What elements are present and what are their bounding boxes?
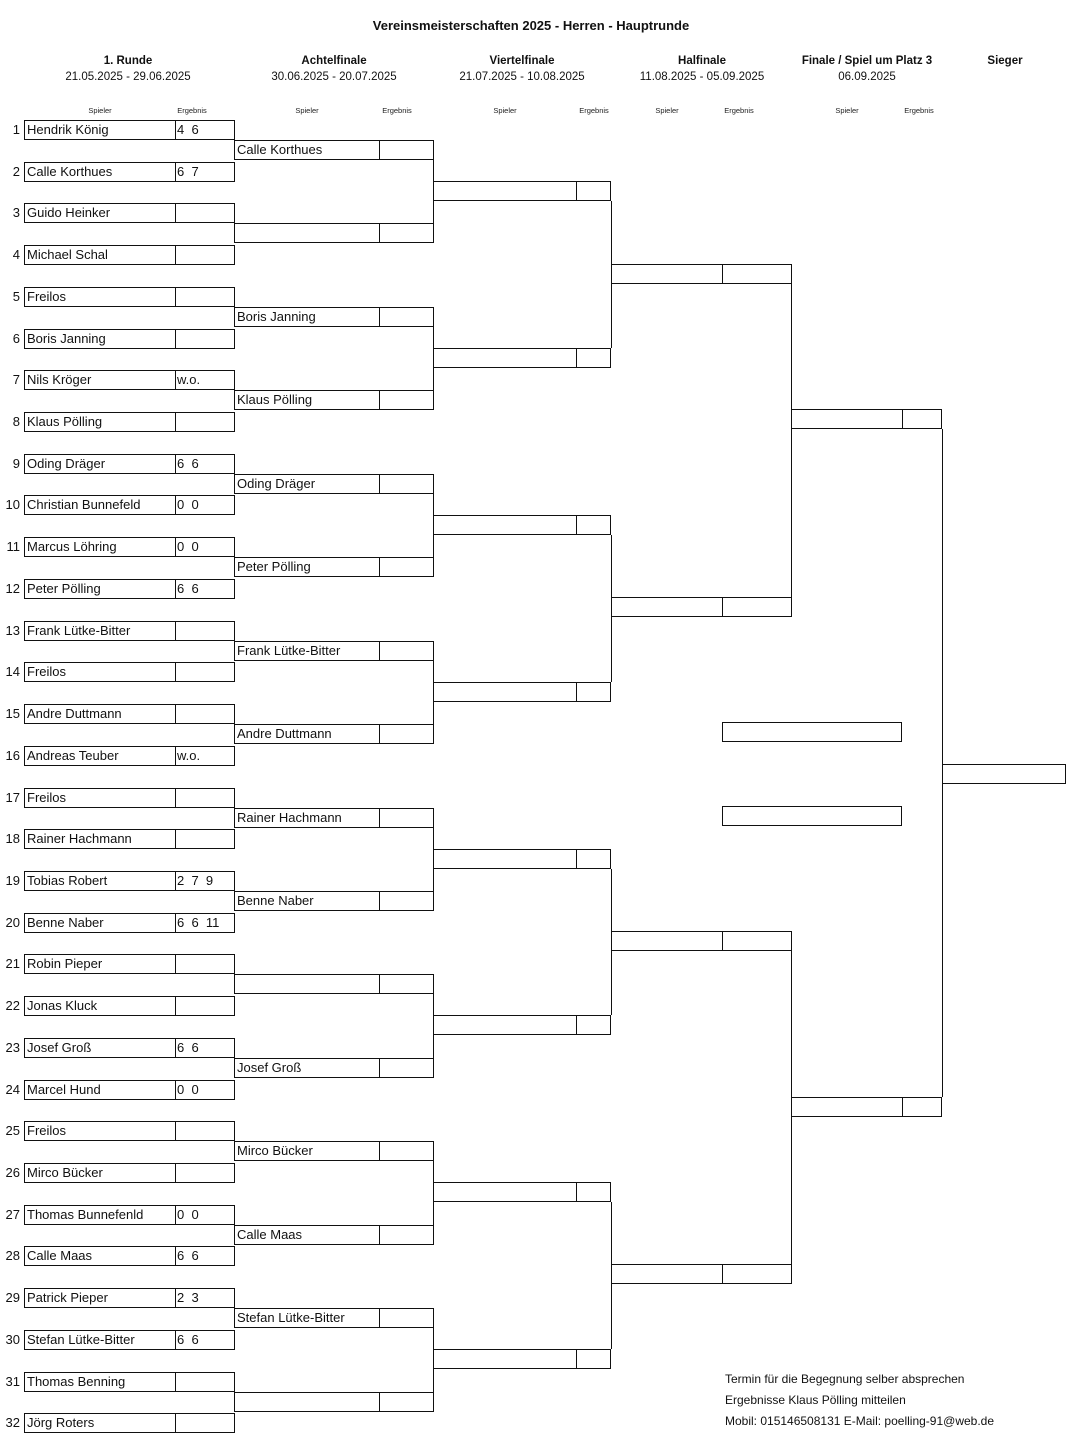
result-value: 6 6 (177, 1040, 199, 1055)
player-name: Robin Pieper (27, 956, 103, 971)
player-name: Nils Kröger (27, 372, 92, 387)
round16-result-cell (379, 1058, 434, 1078)
round16-player-cell (234, 1141, 380, 1161)
round16-result-cell (379, 1392, 434, 1412)
round1-player-cell (24, 954, 176, 974)
round1-result-cell (175, 579, 235, 599)
round-name: Achtelfinale (301, 55, 367, 67)
round1-result-cell (175, 454, 235, 474)
round16-result-cell (379, 808, 434, 828)
round1-result-cell (175, 162, 235, 182)
winner-player-cell (942, 764, 1066, 784)
quarterfinal-result-cell (576, 1182, 611, 1202)
round-header-4 (612, 53, 792, 85)
round-name: Sieger (987, 55, 1023, 67)
quarterfinal-player-cell (433, 348, 577, 368)
player-name: Klaus Pölling (27, 414, 103, 429)
seed-number: 22 (5, 998, 20, 1013)
bracket-connector (433, 724, 434, 744)
seed-number: 8 (12, 414, 20, 429)
player-name: Hendrik König (27, 122, 109, 137)
quarterfinal-player-cell (433, 1015, 577, 1035)
note-contact: Mobil: 015146508131 E-Mail: poelling-91@web.de (725, 1414, 995, 1428)
seed-number: 2 (12, 164, 20, 179)
round16-player-cell (234, 307, 380, 327)
seed-number: 4 (12, 247, 20, 262)
bracket-connector (433, 307, 434, 327)
round16-player-cell (234, 1392, 380, 1412)
round1-player-cell (24, 495, 176, 515)
round1-player-cell (24, 871, 176, 891)
round16-result-cell (379, 891, 434, 911)
quarterfinal-player-cell (433, 1182, 577, 1202)
quarterfinal-result-cell (576, 682, 611, 702)
bracket-connector (433, 1308, 434, 1328)
round16-player-cell (234, 808, 380, 828)
semifinal-player-cell (611, 264, 723, 284)
round1-result-cell (175, 537, 235, 557)
round16-player-cell (234, 390, 380, 410)
bracket-connector (433, 891, 434, 911)
seed-number: 26 (5, 1165, 20, 1180)
final-result-cell (902, 409, 942, 429)
quarterfinal-player-cell (433, 1349, 577, 1369)
quarterfinal-result-cell (576, 181, 611, 201)
round1-player-cell (24, 1163, 176, 1183)
round1-result-cell (175, 913, 235, 933)
round1-player-cell (24, 913, 176, 933)
result-value: 6 6 (177, 581, 199, 596)
bracket-connector (433, 1328, 434, 1392)
bracket-connector (433, 140, 434, 160)
round-name: 1. Runde (103, 55, 153, 67)
player-name: Boris Janning (27, 331, 106, 346)
quarterfinal-player-cell (433, 682, 577, 702)
semifinal-result-cell (722, 597, 792, 617)
seed-number: 15 (5, 706, 20, 721)
round1-result-cell (175, 370, 235, 390)
bracket-connector (791, 284, 792, 597)
player-name: Josef Groß (27, 1040, 92, 1055)
subheader-result: Ergebnis (177, 106, 207, 115)
round1-player-cell (24, 1038, 176, 1058)
result-value: 6 6 (177, 456, 199, 471)
round1-player-cell (24, 537, 176, 557)
round1-player-cell (24, 996, 176, 1016)
seed-number: 27 (5, 1207, 20, 1222)
bracket-connector (433, 474, 434, 494)
player-name: Stefan Lütke-Bitter (27, 1332, 135, 1347)
semifinal-result-cell (722, 1264, 792, 1284)
player-name: Calle Maas (237, 1227, 303, 1242)
result-value: w.o. (177, 748, 201, 763)
subheader-player: Spieler (88, 106, 112, 115)
player-name: Oding Dräger (237, 476, 316, 491)
player-name: Frank Lütke-Bitter (237, 643, 341, 658)
round1-result-cell (175, 1080, 235, 1100)
quarterfinal-result-cell (576, 1015, 611, 1035)
player-name: Patrick Pieper (27, 1290, 108, 1305)
round16-result-cell (379, 557, 434, 577)
round1-result-cell (175, 621, 235, 641)
round1-result-cell (175, 788, 235, 808)
round-header-2 (244, 53, 424, 85)
round1-result-cell (175, 829, 235, 849)
result-value: 2 3 (177, 1290, 199, 1305)
bracket-connector (433, 1225, 434, 1245)
round1-player-cell (24, 579, 176, 599)
quarterfinal-result-cell (576, 515, 611, 535)
player-name: Rainer Hachmann (237, 810, 342, 825)
player-name: Stefan Lütke-Bitter (237, 1310, 345, 1325)
seed-number: 29 (5, 1290, 20, 1305)
seed-number: 13 (5, 623, 20, 638)
round1-player-cell (24, 746, 176, 766)
bracket-connector (433, 828, 434, 891)
quarterfinal-result-cell (576, 348, 611, 368)
seed-number: 23 (5, 1040, 20, 1055)
round1-result-cell (175, 871, 235, 891)
round1-result-cell (175, 412, 235, 432)
round1-player-cell (24, 1080, 176, 1100)
player-name: Marcus Löhring (27, 539, 117, 554)
round1-player-cell (24, 788, 176, 808)
player-name: Jörg Roters (27, 1415, 95, 1430)
player-name: Josef Groß (237, 1060, 302, 1075)
player-name: Benne Naber (27, 915, 104, 930)
round-name: Viertelfinale (489, 55, 555, 67)
note-appointment: Termin für die Begegnung selber absprechen (725, 1372, 965, 1386)
seed-number: 18 (5, 831, 20, 846)
round16-result-cell (379, 1308, 434, 1328)
round16-result-cell (379, 974, 434, 994)
bracket-connector (433, 641, 434, 661)
seed-number: 1 (12, 122, 20, 137)
subheader-result: Ergebnis (904, 106, 934, 115)
quarterfinal-player-cell (433, 849, 577, 869)
player-name: Frank Lütke-Bitter (27, 623, 131, 638)
round1-result-cell (175, 1205, 235, 1225)
round1-player-cell (24, 829, 176, 849)
player-name: Peter Pölling (27, 581, 101, 596)
bracket-connector (433, 994, 434, 1058)
round1-player-cell (24, 203, 176, 223)
round-dates: 11.08.2025 - 05.09.2025 (639, 71, 765, 83)
round16-result-cell (379, 140, 434, 160)
round1-player-cell (24, 162, 176, 182)
player-name: Oding Dräger (27, 456, 106, 471)
subheader-result: Ergebnis (724, 106, 754, 115)
round16-result-cell (379, 223, 434, 243)
round-name: Halfinale (678, 55, 726, 67)
subheader-player: Spieler (295, 106, 319, 115)
bracket-connector (433, 160, 434, 223)
round1-result-cell (175, 954, 235, 974)
player-name: Mirco Bücker (27, 1165, 103, 1180)
player-name: Christian Bunnefeld (27, 497, 141, 512)
player-name: Thomas Bunnefenld (27, 1207, 144, 1222)
round1-result-cell (175, 1372, 235, 1392)
quarterfinal-player-cell (433, 515, 577, 535)
bracket-connector (433, 327, 434, 390)
round1-player-cell (24, 329, 176, 349)
player-name: Calle Maas (27, 1248, 93, 1263)
result-value: 6 6 (177, 1332, 199, 1347)
round1-player-cell (24, 621, 176, 641)
round16-result-cell (379, 1225, 434, 1245)
round1-player-cell (24, 1121, 176, 1141)
round16-player-cell (234, 974, 380, 994)
seed-number: 11 (6, 539, 20, 554)
round1-result-cell (175, 996, 235, 1016)
round16-result-cell (379, 474, 434, 494)
player-name: Guido Heinker (27, 205, 111, 220)
round1-result-cell (175, 1121, 235, 1141)
bracket-connector (433, 494, 434, 557)
player-name: Andreas Teuber (27, 748, 119, 763)
player-name: Freilos (27, 1123, 67, 1138)
bracket-connector (433, 1058, 434, 1078)
seed-number: 9 (12, 456, 20, 471)
result-value: 2 7 9 (177, 873, 214, 888)
final-player-cell (791, 409, 903, 429)
player-name: Rainer Hachmann (27, 831, 132, 846)
round1-player-cell (24, 412, 176, 432)
round1-result-cell (175, 245, 235, 265)
subheader-result: Ergebnis (382, 106, 412, 115)
seed-number: 12 (5, 581, 20, 596)
round1-player-cell (24, 1372, 176, 1392)
result-value: 0 0 (177, 1207, 199, 1222)
player-name: Tobias Robert (27, 873, 108, 888)
semifinal-player-cell (611, 597, 723, 617)
round1-player-cell (24, 1330, 176, 1350)
semifinal-result-cell (722, 264, 792, 284)
player-name: Peter Pölling (237, 559, 311, 574)
result-value: 6 6 11 (177, 915, 220, 930)
player-name: Mirco Bücker (237, 1143, 313, 1158)
bracket-connector (433, 390, 434, 410)
bracket-connector (433, 223, 434, 243)
round1-player-cell (24, 245, 176, 265)
player-name: Jonas Kluck (27, 998, 98, 1013)
round16-player-cell (234, 891, 380, 911)
round-dates: 21.05.2025 - 29.06.2025 (65, 71, 191, 83)
round-name: Finale / Spiel um Platz 3 (801, 55, 933, 67)
seed-number: 24 (5, 1082, 20, 1097)
seed-number: 6 (12, 331, 20, 346)
semifinal-player-cell (611, 931, 723, 951)
bracket-connector (433, 557, 434, 577)
round16-player-cell (234, 1058, 380, 1078)
round16-result-cell (379, 307, 434, 327)
round1-player-cell (24, 454, 176, 474)
seed-number: 7 (12, 372, 20, 387)
round16-player-cell (234, 1225, 380, 1245)
round1-result-cell (175, 662, 235, 682)
seed-number: 17 (5, 790, 20, 805)
player-name: Klaus Pölling (237, 392, 313, 407)
round16-result-cell (379, 724, 434, 744)
result-value: 6 7 (177, 164, 199, 179)
player-name: Calle Korthues (27, 164, 113, 179)
third-place-player-cell (722, 722, 902, 742)
seed-number: 30 (5, 1332, 20, 1347)
round1-player-cell (24, 120, 176, 140)
seed-number: 28 (5, 1248, 20, 1263)
round1-result-cell (175, 495, 235, 515)
round1-player-cell (24, 1288, 176, 1308)
seed-number: 25 (5, 1123, 20, 1138)
player-name: Thomas Benning (27, 1374, 126, 1389)
round1-result-cell (175, 1038, 235, 1058)
subheader-player: Spieler (493, 106, 517, 115)
bracket-connector (433, 1161, 434, 1225)
round1-player-cell (24, 370, 176, 390)
bracket-connector (433, 974, 434, 994)
round1-result-cell (175, 203, 235, 223)
round16-player-cell (234, 724, 380, 744)
result-value: 0 0 (177, 539, 199, 554)
player-name: Andre Duttmann (237, 726, 332, 741)
round1-player-cell (24, 287, 176, 307)
quarterfinal-player-cell (433, 181, 577, 201)
round1-player-cell (24, 1205, 176, 1225)
bracket-connector (433, 808, 434, 828)
page-title: Vereinsmeisterschaften 2025 - Herren - Hauptrunde (372, 18, 690, 33)
round1-player-cell (24, 1413, 176, 1433)
player-name: Boris Janning (237, 309, 316, 324)
result-value: 4 6 (177, 122, 199, 137)
quarterfinal-result-cell (576, 849, 611, 869)
subheader-result: Ergebnis (579, 106, 609, 115)
bracket-connector (433, 1392, 434, 1412)
final-result-cell (902, 1097, 942, 1117)
result-value: w.o. (177, 372, 201, 387)
round-dates: 21.07.2025 - 10.08.2025 (459, 71, 585, 83)
player-name: Michael Schal (27, 247, 108, 262)
round16-player-cell (234, 474, 380, 494)
player-name: Calle Korthues (237, 142, 323, 157)
seed-number: 31 (5, 1374, 20, 1389)
round1-result-cell (175, 1330, 235, 1350)
player-name: Marcel Hund (27, 1082, 101, 1097)
round-header-1 (38, 53, 218, 85)
round-header-3 (432, 53, 612, 85)
round1-result-cell (175, 746, 235, 766)
round1-result-cell (175, 120, 235, 140)
semifinal-player-cell (611, 1264, 723, 1284)
player-name: Benne Naber (237, 893, 314, 908)
result-value: 0 0 (177, 497, 199, 512)
subheader-player: Spieler (835, 106, 859, 115)
subheader-player: Spieler (655, 106, 679, 115)
seed-number: 32 (5, 1415, 20, 1430)
round16-result-cell (379, 641, 434, 661)
round16-result-cell (379, 1141, 434, 1161)
round1-result-cell (175, 1288, 235, 1308)
player-name: Freilos (27, 664, 67, 679)
semifinal-result-cell (722, 931, 792, 951)
final-player-cell (791, 1097, 903, 1117)
round16-player-cell (234, 1308, 380, 1328)
round16-player-cell (234, 641, 380, 661)
note-results: Ergebnisse Klaus Pölling mitteilen (725, 1393, 906, 1407)
seed-number: 14 (5, 664, 20, 679)
round16-result-cell (379, 390, 434, 410)
round1-player-cell (24, 1246, 176, 1266)
player-name: Freilos (27, 289, 67, 304)
bracket-connector (942, 429, 943, 1097)
round-dates: 30.06.2025 - 20.07.2025 (271, 71, 397, 83)
result-value: 6 6 (177, 1248, 199, 1263)
seed-number: 10 (5, 497, 20, 512)
round1-result-cell (175, 287, 235, 307)
round-dates: 06.09.2025 (838, 71, 896, 83)
player-name: Freilos (27, 790, 67, 805)
result-value: 0 0 (177, 1082, 199, 1097)
seed-number: 3 (12, 205, 20, 220)
round1-player-cell (24, 662, 176, 682)
seed-number: 21 (5, 956, 20, 971)
round1-result-cell (175, 1246, 235, 1266)
round1-result-cell (175, 1413, 235, 1433)
round1-result-cell (175, 1163, 235, 1183)
seed-number: 16 (5, 748, 20, 763)
bracket-connector (433, 1141, 434, 1161)
player-name: Andre Duttmann (27, 706, 122, 721)
round1-result-cell (175, 704, 235, 724)
round1-result-cell (175, 329, 235, 349)
round16-player-cell (234, 557, 380, 577)
round1-player-cell (24, 704, 176, 724)
seed-number: 19 (5, 873, 20, 888)
quarterfinal-result-cell (576, 1349, 611, 1369)
third-place-player-cell (722, 806, 902, 826)
round-header-6 (955, 53, 1055, 69)
round16-player-cell (234, 140, 380, 160)
round-header-5 (772, 53, 962, 85)
bracket-connector (433, 661, 434, 724)
round16-player-cell (234, 223, 380, 243)
seed-number: 20 (5, 915, 20, 930)
seed-number: 5 (12, 289, 20, 304)
